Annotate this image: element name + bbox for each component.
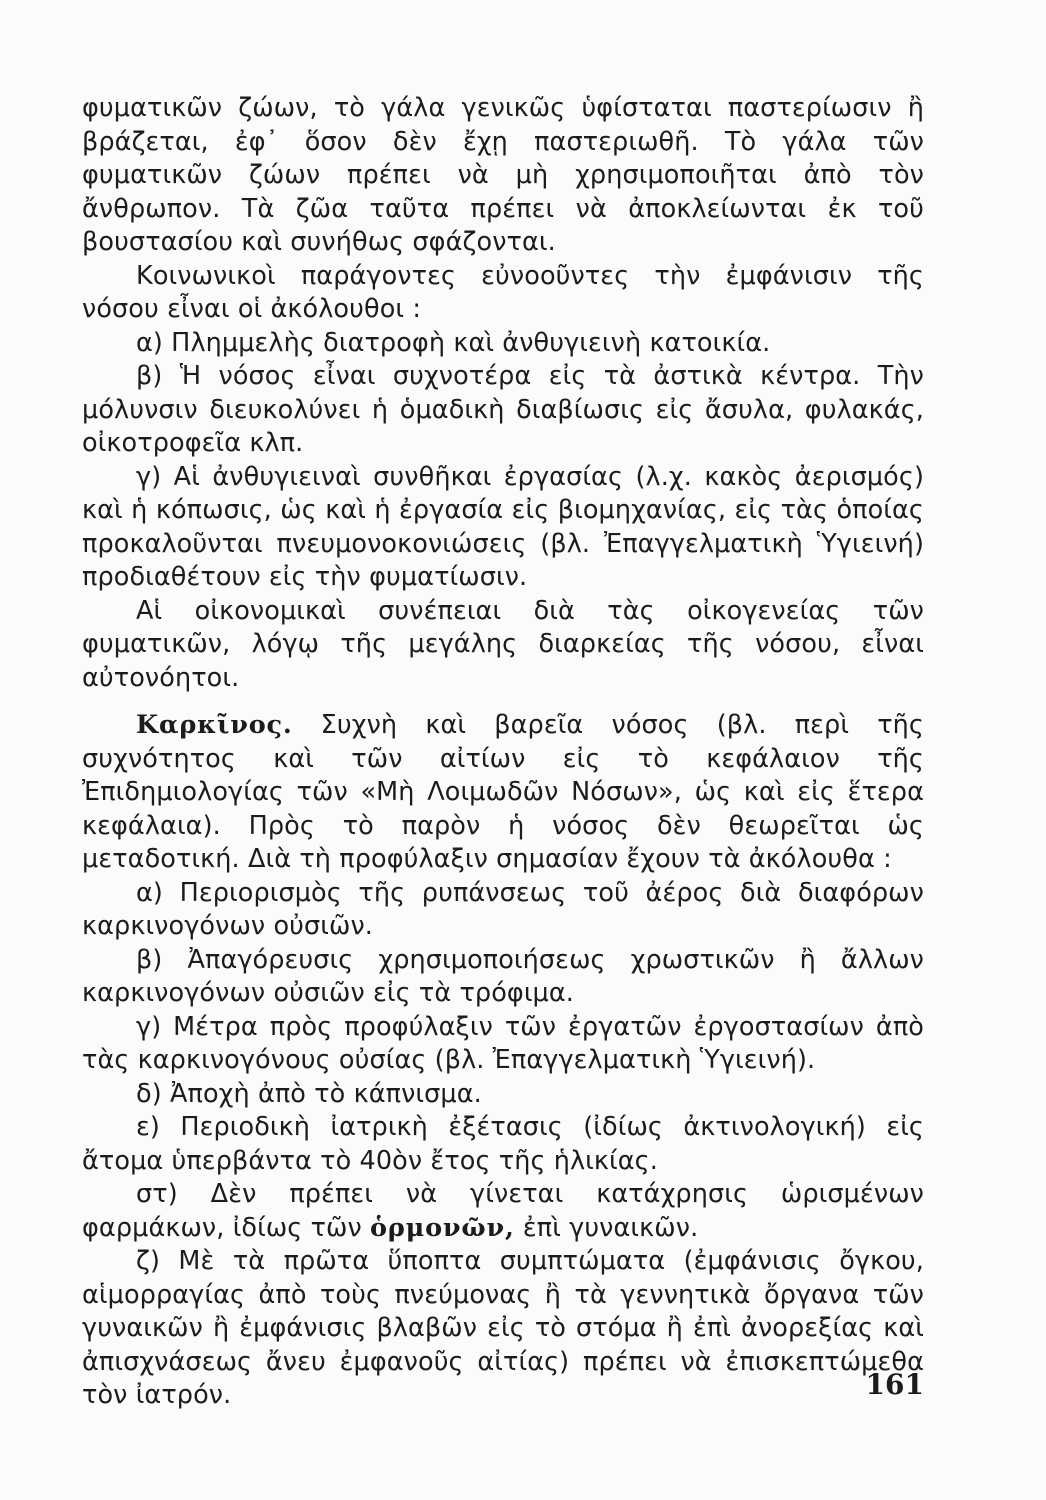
list-item: γ) Αἱ ἀνθυγιειναὶ συνθῆκαι ἐργασίας (λ.χ. κακὸς ἀερισμός) καὶ ἡ κόπωσις, ὡς καὶ ἡ ἐργασία εἰς βιομηχανίας, εἰς τὰς ὁποίας προκαλοῦνται πνευμονοκονιώσεις (βλ. Ἐπαγγελματικὴ Ὑγιεινή) προδιαθέτουν εἰς τὴν φυματίωσιν. [82, 461, 924, 592]
paragraph: φυματικῶν ζώων, τὸ γάλα γενικῶς ὑφίσταται παστερίωσιν ἢ βράζεται, ἐφ᾽ ὅσον δὲν ἔχῃ παστεριωθῆ. Τὸ γάλα τῶν φυματικῶν ζώων πρέπει νὰ μὴ χρησιμοποιῆται ἀπὸ τὸν ἄνθρωπον. Τὰ ζῶα ταῦτα πρέπει νὰ ἀποκλείωνται ἐκ τοῦ βουστασίου καὶ συνήθως σφάζονται. [82, 93, 924, 257]
list-item: α) Πλημμελὴς διατροφὴ καὶ ἀνθυγιεινὴ κατοικία. [136, 327, 771, 358]
emphasis: ὁρμονῶν, [370, 1212, 515, 1243]
section-intro: Συχνὴ καὶ βαρεῖα νόσος (βλ. περὶ τῆς συχνότητος καὶ τῶν αἰτίων εἰς τὸ κεφάλαιον τῆς Ἐπιδημιολογίας τῶν «Μὴ Λοιμωδῶν Νόσων», ὡς καὶ εἰς ἕτερα κεφάλαια). Πρὸς τὸ παρὸν ἡ νόσος δὲν θεωρεῖται ὡς μεταδοτική. Διὰ τὴ προφύλαξιν σημασίαν ἔχουν τὰ ἀκόλουθα : [82, 710, 924, 874]
cancer-section [82, 709, 924, 877]
paragraph: Κοινωνικοὶ παράγοντες εὐνοοῦντες τὴν ἐμφάνισιν τῆς νόσου εἶναι οἱ ἀκόλουθοι : [82, 260, 924, 324]
list-item: ζ) Μὲ τὰ πρῶτα ὕποπτα συμπτώματα (ἐμφάνισις ὄγκου, αἱμορραγίας ἀπὸ τοὺς πνεύμονας ἢ τὰ γεννητικὰ ὄργανα τῶν γυναικῶν ἢ ἐμφάνισις βλαβῶν εἰς τὸ στόμα ἢ ἐπὶ ἀνορεξίας καὶ ἀπισχνάσεως ἄνευ ἐμφανοῦς αἰτίας) πρέπει νὰ ἐπισκεπτώμεθα τὸν ἰατρόν. [82, 1246, 924, 1410]
list-item: ε) Περιοδικὴ ἰατρικὴ ἐξέτασις (ἰδίως ἀκτινολογική) εἰς ἄτομα ὑπερβάντα τὸ 40ὸν ἔτος τῆς ἡλικίας. [82, 1112, 924, 1176]
list-item: β) Ἀπαγόρευσις χρησιμοποιήσεως χρωστικῶν ἢ ἄλλων καρκινογόνων οὐσιῶν εἰς τὰ τρόφιμα. [82, 944, 924, 1008]
section-heading: Καρκῖνος. [136, 710, 293, 740]
item-text: ἐπὶ γυναικῶν. [522, 1212, 699, 1243]
list-item: γ) Μέτρα πρὸς προφύλαξιν τῶν ἐργατῶν ἐργοστασίων ἀπὸ τὰς καρκινογόνους οὐσίας (βλ. Ἐπαγγελματικὴ Ὑγιεινή). [82, 1011, 924, 1075]
list-item [82, 1178, 924, 1245]
item-text: στ) Δὲν πρέπει νὰ γίνεται κατάχρησις ὡρισμένων φαρμάκων, ἰδίως τῶν [82, 1179, 924, 1243]
page-number: 161 [865, 1368, 924, 1401]
paragraph: Αἱ οἰκονομικαὶ συνέπειαι διὰ τὰς οἰκογενείας τῶν φυματικῶν, λόγῳ τῆς μεγάλης διαρκείας τῆς νόσου, εἶναι αὐτονόητοι. [82, 595, 924, 693]
list-item: α) Περιορισμὸς τῆς ρυπάνσεως τοῦ ἀέρος διὰ διαφόρων καρκινογόνων οὐσιῶν. [82, 877, 924, 941]
body-text [82, 92, 924, 1413]
list-item: β) Ἡ νόσος εἶναι συχνοτέρα εἰς τὰ ἀστικὰ κέντρα. Τὴν μόλυνσιν διευκολύνει ἡ ὁμαδικὴ διαβίωσις εἰς ἄσυλα, φυλακάς, οἰκοτροφεῖα κλπ. [82, 361, 924, 458]
list-item: δ) Ἀποχὴ ἀπὸ τὸ κάπνισμα. [136, 1078, 482, 1109]
